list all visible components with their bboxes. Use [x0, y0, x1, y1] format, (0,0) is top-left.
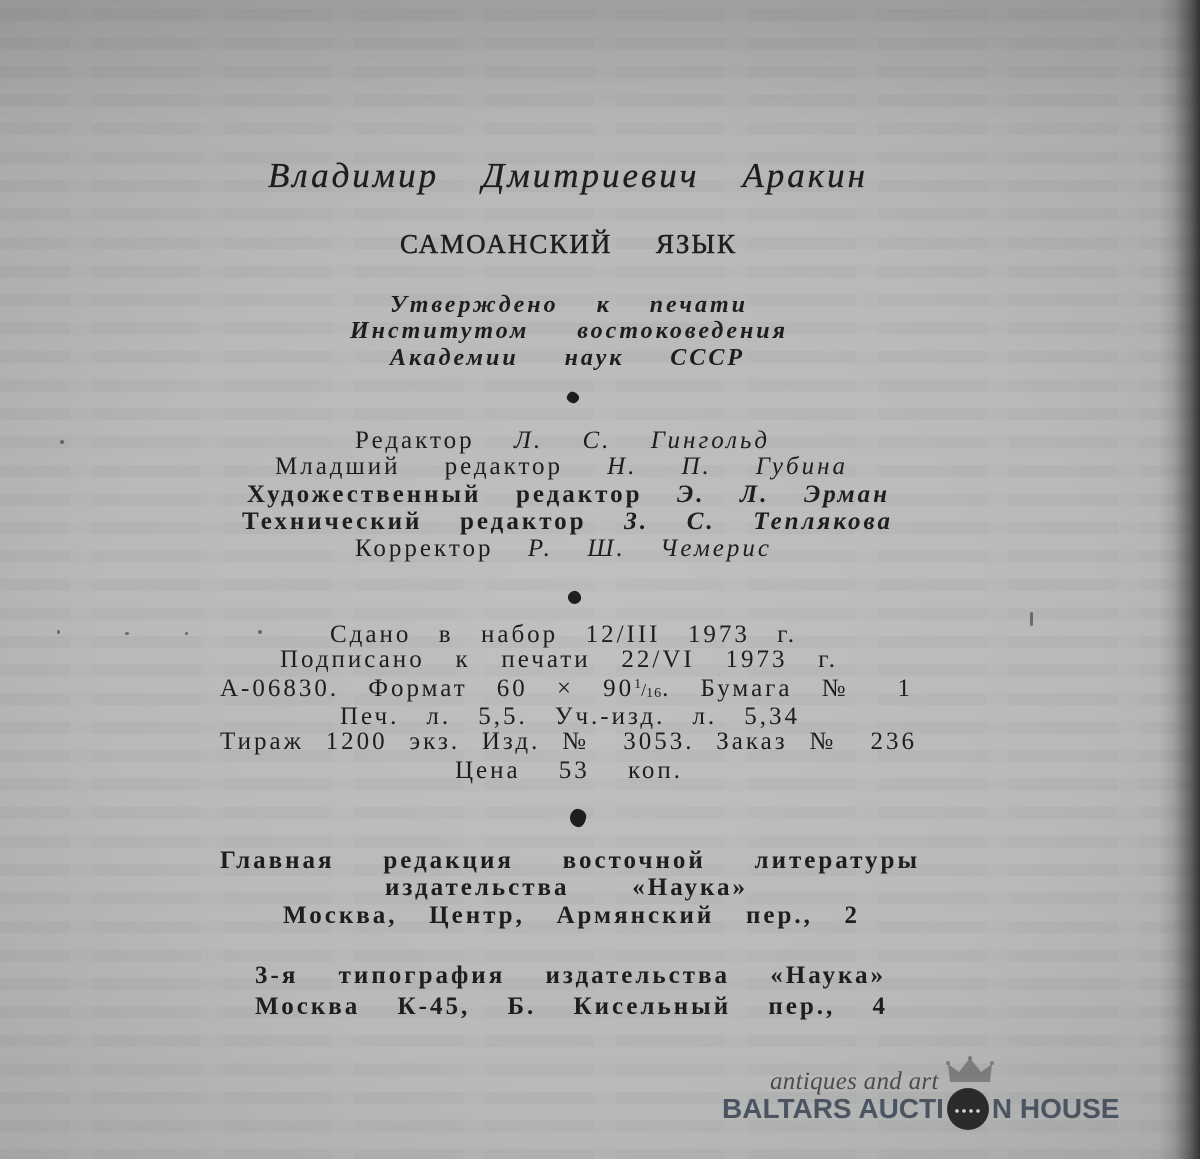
staff-line-proofreader	[355, 534, 772, 564]
staff-role: Редактор	[355, 427, 475, 454]
printer-address: Москва К-45, Б. Кисельный пер., 4	[255, 993, 888, 1020]
publisher-address: Москва, Центр, Армянский пер., 2	[283, 902, 860, 929]
ornament-mark	[565, 390, 580, 404]
format-numerator: 1	[634, 677, 642, 692]
staff-name: Р. Ш. Чемерис	[527, 535, 772, 562]
ink-speck	[60, 440, 64, 444]
print-run-line: Тираж 1200 экз. Изд. № 3053. Заказ № 236	[220, 728, 917, 755]
ink-speck	[258, 630, 262, 634]
watermark-logo	[722, 1087, 1119, 1131]
sheets-line: Печ. л. 5,5. Уч.-изд. л. 5,34	[340, 703, 800, 730]
ink-speck	[125, 632, 129, 635]
format-denominator: 16	[646, 686, 663, 701]
staff-line-art-editor	[247, 480, 890, 510]
logo-o-circle-icon	[946, 1087, 990, 1131]
author-name: Владимир Дмитриевич Аракин	[268, 156, 868, 195]
watermark-tagline: antiques and art	[770, 1068, 939, 1095]
publisher-line: Главная редакция восточной литературы	[220, 847, 920, 874]
crown-icon	[946, 1056, 994, 1086]
ornament-mark	[567, 590, 583, 606]
format-prefix: А-06830. Формат 60 × 90	[220, 675, 635, 702]
printer-line: 3-я типография издательства «Наука»	[255, 962, 886, 989]
staff-name: Н. П. Губина	[607, 453, 849, 480]
ink-speck	[185, 632, 188, 635]
ink-speck	[1030, 612, 1033, 626]
ornament-mark	[569, 808, 587, 828]
staff-role: Художественный редактор	[247, 481, 643, 508]
staff-line-technical-editor	[242, 507, 893, 537]
signed-date: Подписано к печати 22/VI 1973 г.	[280, 646, 838, 673]
format-slash: /	[641, 680, 647, 700]
approval-line: Утверждено к печати	[390, 292, 748, 318]
approval-line: Академии наук СССР	[390, 345, 745, 371]
publisher-line: издательства «Наука»	[385, 874, 748, 901]
staff-role: Корректор	[355, 535, 494, 562]
format-line	[220, 674, 913, 704]
staff-name: З. С. Теплякова	[624, 508, 894, 535]
format-suffix: . Бумага № 1	[662, 675, 913, 702]
submitted-date: Сдано в набор 12/III 1973 г.	[330, 621, 797, 648]
watermark-name-left: BALTARS AUCTI	[722, 1093, 944, 1124]
book-title: САМОАНСКИЙ ЯЗЫК	[400, 229, 737, 259]
watermark-name-right: N HOUSE	[991, 1093, 1120, 1124]
staff-role: Младший редактор	[275, 453, 564, 480]
staff-name: Э. Л. Эрман	[677, 481, 890, 508]
price-line: Цена 53 коп.	[455, 757, 683, 784]
ink-speck	[57, 630, 60, 634]
staff-role: Технический редактор	[242, 508, 587, 535]
staff-line-junior-editor	[275, 452, 848, 482]
staff-name: Л. С. Гингольд	[513, 427, 771, 454]
approval-line: Институтом востоковедения	[350, 318, 788, 344]
